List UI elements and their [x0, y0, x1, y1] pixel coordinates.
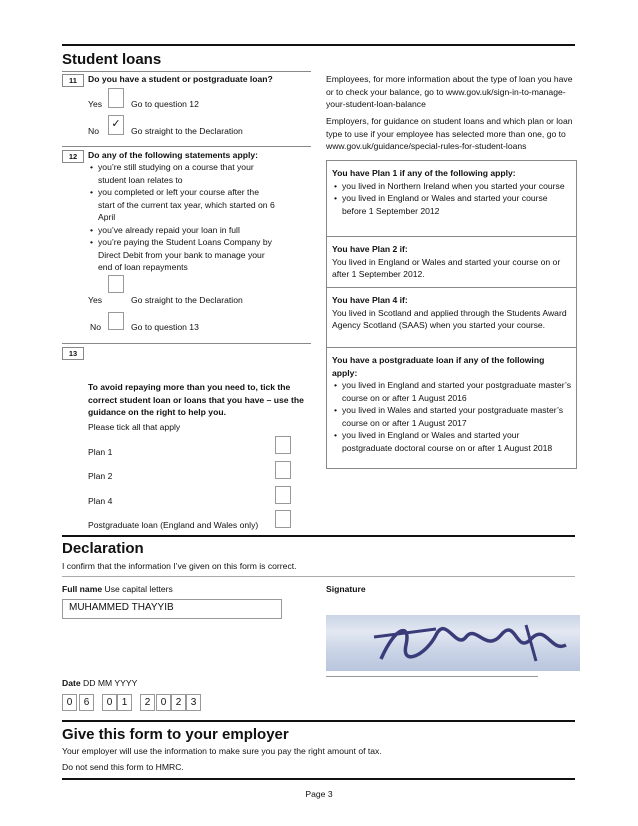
plan1-bullet: • you lived in England or Wales and started your course before 1 September 2012 — [342, 192, 571, 217]
bottom-rule — [62, 778, 575, 780]
q12-yes-label: Yes — [88, 295, 103, 305]
q12-no-action: Go to question 13 — [131, 322, 199, 332]
plan1-bullet: • you lived in Northern Ireland when you started your course — [342, 180, 571, 193]
q11-no-action: Go straight to the Declaration — [131, 126, 243, 136]
give-form-rule — [62, 720, 575, 722]
date-digit-y4[interactable]: 3 — [186, 694, 201, 711]
q12-bullet: • you’ve already repaid your loan in full — [98, 224, 276, 237]
q13-option-plan1: Plan 1 — [88, 447, 113, 457]
plan4-checkbox[interactable] — [275, 486, 291, 504]
q13-option-plan2: Plan 2 — [88, 471, 113, 481]
date-digit-d1[interactable]: 0 — [62, 694, 77, 711]
employee-info-text: Employees, for more information about the type of loan you have or to check your balance, go to www.gov.uk/sign-in-to-manage-your-student-loan-balance — [326, 74, 573, 109]
declaration-confirm: I confirm that the information I’ve given on this form is correct. — [62, 561, 297, 571]
question-number-13: 13 — [62, 347, 84, 360]
plan1-checkbox[interactable] — [275, 436, 291, 454]
plan2-title: You have Plan 2 if: — [332, 244, 408, 254]
declaration-rule — [62, 535, 575, 537]
q11-yes-label: Yes — [88, 99, 103, 109]
date-label-group — [62, 677, 137, 690]
question-number-12: 12 — [62, 150, 84, 163]
plan2-text: You lived in England or Wales and started your course on or after 1 September 2012. — [332, 256, 561, 279]
q13-option-postgraduate: Postgraduate loan (England and Wales only) — [88, 520, 259, 530]
divider — [62, 343, 311, 344]
guidance-postgraduate — [327, 347, 576, 469]
signature-label: Signature — [326, 584, 366, 594]
full-name-label: Full name — [62, 584, 103, 594]
employer-info-text: Employers, for guidance on student loans and which plan or loan type to use if your employee has selected more than one, go to www.gov.uk/guidance/special-rules-for-student-loans — [326, 116, 573, 151]
q12-no-label: No — [90, 322, 101, 332]
divider — [62, 576, 575, 577]
q12-yes-checkbox[interactable] — [108, 275, 124, 293]
pg-bullets — [332, 379, 571, 454]
section-title-give-form: Give this form to your employer — [62, 726, 289, 743]
q12-bullet: • you completed or left your course after the start of the current tax year, which started on 6 April — [98, 186, 276, 224]
give-form-line1: Your employer will use the information to make sure you pay the right amount of tax. — [62, 746, 382, 756]
section-title-declaration: Declaration — [62, 540, 144, 557]
pg-bullet: • you lived in Wales and started your postgraduate master’s course on or after 1 August 2017 — [342, 404, 571, 429]
page-number: Page 3 — [305, 789, 333, 799]
q12-bullet: • you’re paying the Student Loans Company by Direct Debit from your bank to manage your end of loan repayments — [98, 236, 276, 274]
q11-question: Do you have a student or postgraduate loan? — [88, 74, 273, 84]
plan4-text: You lived in Scotland and applied through the Students Award Agency Scotland (SAAS) when you started your course. — [332, 307, 567, 330]
q12-question: Do any of the following statements apply: — [88, 150, 258, 160]
guidance-panel — [326, 160, 577, 469]
question-number-11: 11 — [62, 74, 84, 87]
signature-underline — [326, 676, 538, 677]
divider — [62, 71, 311, 72]
plan4-title: You have Plan 4 if: — [332, 295, 408, 305]
q11-yes-action: Go to question 12 — [131, 99, 199, 109]
q13-tick-all: Please tick all that apply — [88, 422, 181, 432]
date-label: Date — [62, 678, 81, 688]
signature-text — [388, 629, 516, 667]
q13-option-plan4: Plan 4 — [88, 496, 113, 506]
signature-field[interactable] — [326, 615, 580, 671]
pg-bullet: • you lived in England or Wales and started your postgraduate doctoral course on or after 1 August 2018 — [342, 429, 571, 454]
section-title-student-loans: Student loans — [62, 51, 162, 68]
postgraduate-checkbox[interactable] — [275, 510, 291, 528]
date-hint: DD MM YYYY — [83, 678, 138, 688]
date-digit-y2[interactable]: 0 — [156, 694, 171, 711]
q12-bullet: • you’re still studying on a course that your student loan relates to — [98, 161, 276, 186]
full-name-label-group — [62, 583, 173, 596]
divider — [62, 146, 311, 147]
q11-no-label: No — [88, 126, 99, 136]
q11-no-checkbox[interactable]: ✓ — [108, 115, 124, 135]
give-form-line2: Do not send this form to HMRC. — [62, 762, 184, 772]
q12-no-checkbox[interactable] — [108, 312, 124, 330]
guidance-plan4 — [327, 287, 576, 347]
plan1-title: You have Plan 1 if any of the following apply: — [332, 168, 516, 178]
pg-bullet: • you lived in England and started your postgraduate master’s course on or after 1 August 2016 — [342, 379, 571, 404]
plan1-bullets — [332, 180, 571, 218]
date-digit-d2[interactable]: 6 — [79, 694, 94, 711]
pg-title: You have a postgraduate loan if any of the following apply: — [332, 355, 545, 378]
q11-yes-checkbox[interactable] — [108, 88, 124, 108]
guidance-plan2 — [327, 236, 576, 287]
q13-instruction: To avoid repaying more than you need to, tick the correct student loan or loans that you have – use the guidance on the right to help you. — [88, 382, 304, 417]
date-digit-m2[interactable]: 1 — [117, 694, 132, 711]
date-digit-m1[interactable]: 0 — [102, 694, 117, 711]
full-name-field[interactable]: MUHAMMED THAYYIB — [62, 599, 282, 619]
top-rule — [62, 44, 575, 46]
date-digit-y3[interactable]: 2 — [171, 694, 186, 711]
plan2-checkbox[interactable] — [275, 461, 291, 479]
guidance-plan1 — [327, 160, 576, 236]
full-name-hint: Use capital letters — [104, 584, 173, 594]
q12-bullet-list — [88, 161, 276, 274]
q12-yes-action: Go straight to the Declaration — [131, 295, 243, 305]
date-digit-y1[interactable]: 2 — [140, 694, 155, 711]
